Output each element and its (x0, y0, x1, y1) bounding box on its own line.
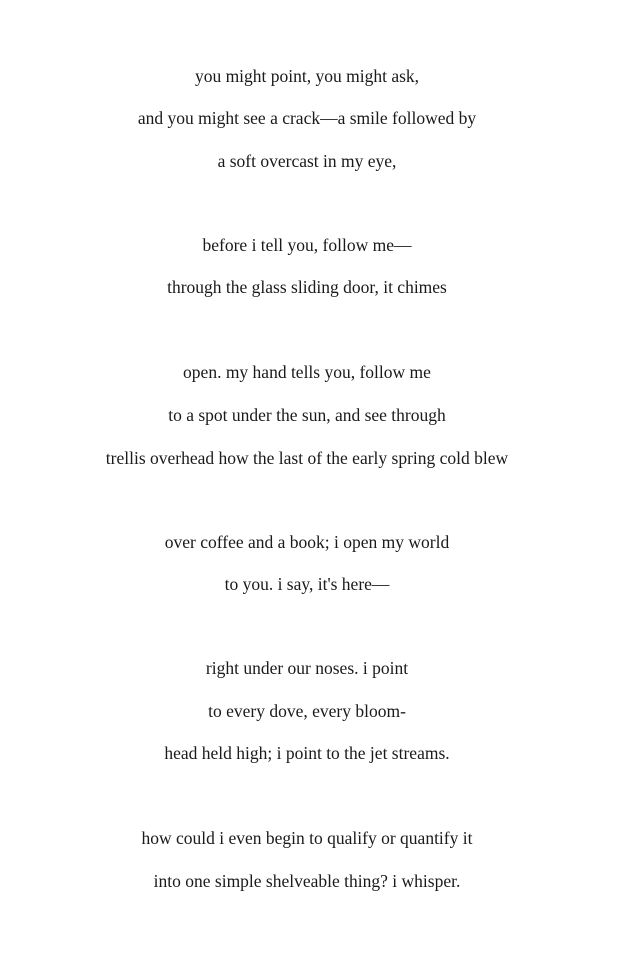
poem-line-10: to you. i say, it's here— (224, 574, 390, 594)
poem-line-6: open. my hand tells you, follow me (183, 362, 431, 382)
poem-line-5: through the glass sliding door, it chimes (167, 277, 447, 297)
poem-line-13: head held high; i point to the jet streams. (164, 743, 450, 763)
poem-line-8: trellis overhead how the last of the early spring cold blew (105, 448, 509, 468)
poem-line-2: and you might see a crack—a smile followed by (137, 108, 477, 128)
poem-line-7: to a spot under the sun, and see through (168, 405, 446, 425)
poem-line-14: how could i even begin to qualify or quantify it (141, 828, 473, 848)
poem-line-11: right under our noses. i point (205, 658, 409, 678)
poem-line-3: a soft overcast in my eye, (217, 151, 397, 171)
poem-line-9: over coffee and a book; i open my world (164, 532, 450, 552)
poem-line-12: to every dove, every bloom- (208, 701, 406, 721)
poem-line-15: into one simple shelveable thing? i whisper. (153, 871, 461, 891)
poem-line-4: before i tell you, follow me— (202, 235, 412, 255)
poem-line-1: you might point, you might ask, (194, 66, 420, 86)
